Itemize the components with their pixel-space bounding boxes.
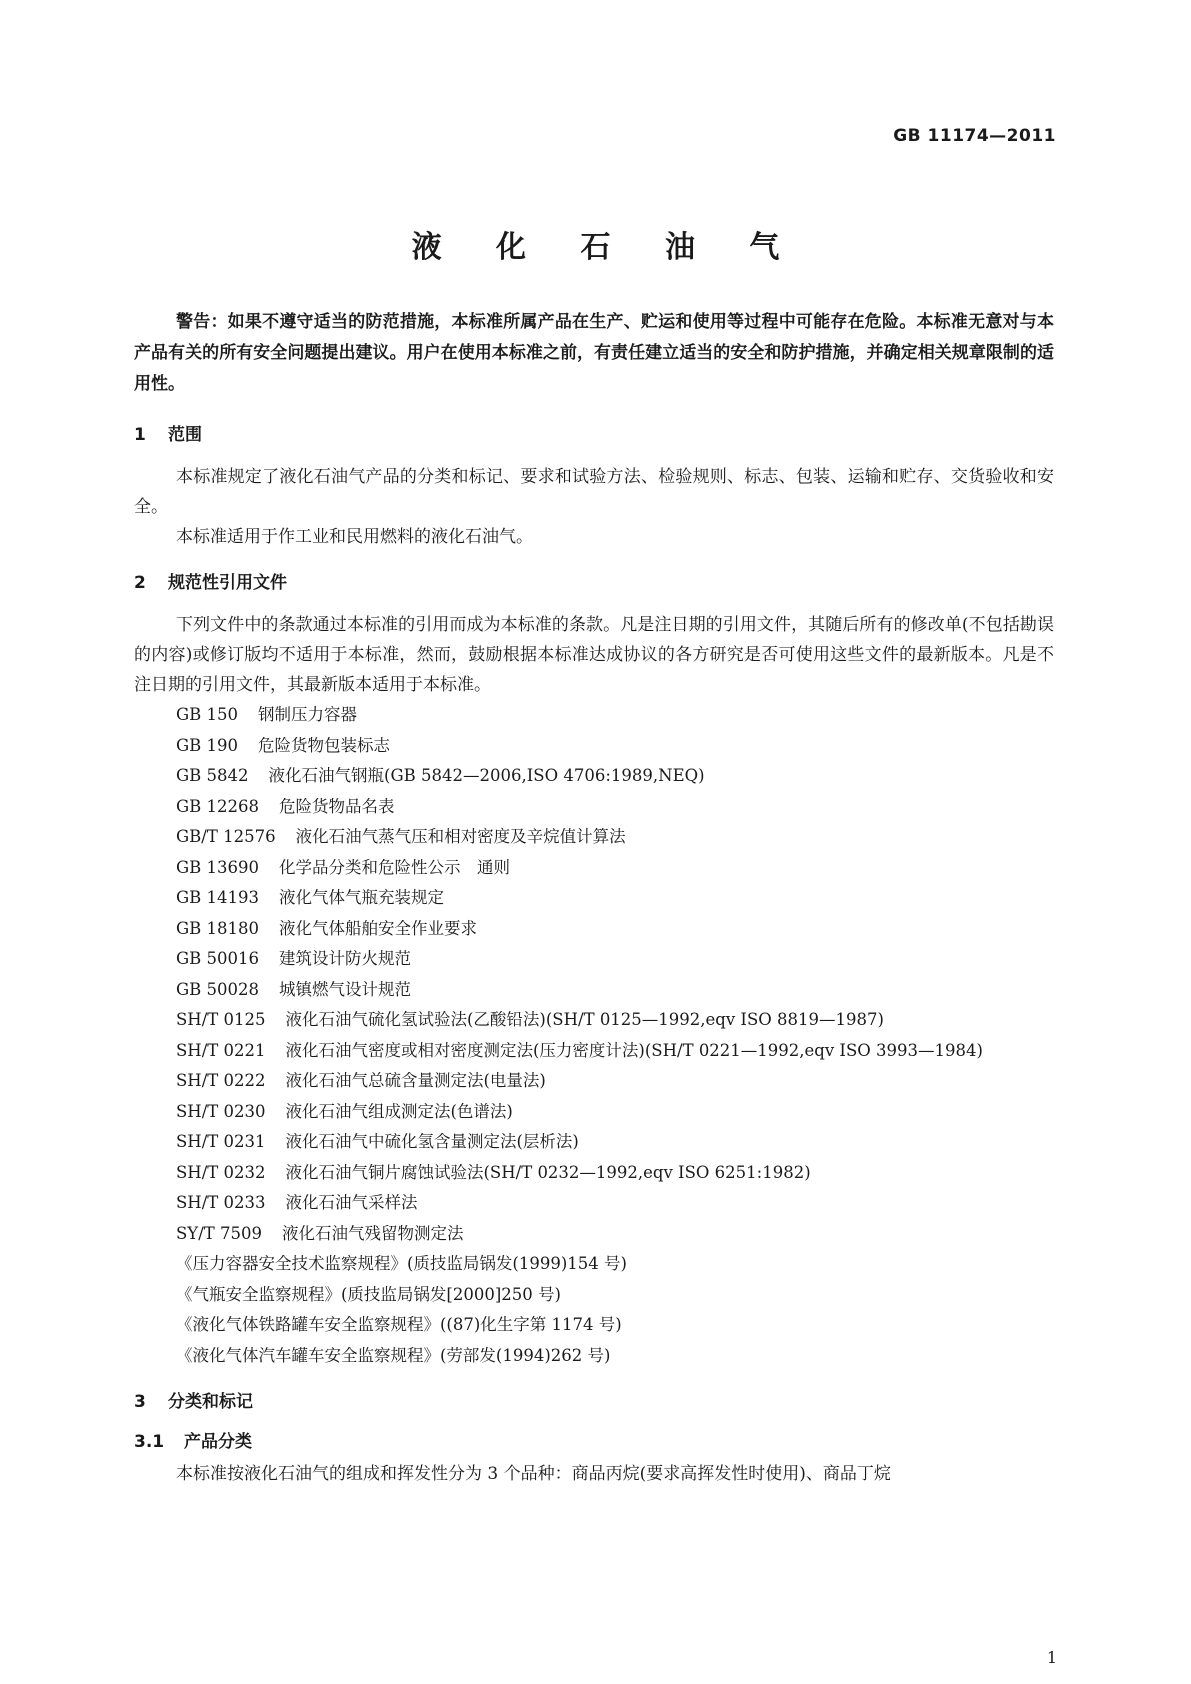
reference-code: GB 12268: [176, 796, 260, 816]
reference-title: 危险货物包装标志: [258, 735, 391, 755]
reference-code: SH/T 0222: [176, 1071, 266, 1090]
reference-item: [134, 1127, 1054, 1158]
regulation-item: [134, 1310, 1054, 1341]
reference-item: [134, 1066, 1054, 1097]
reference-code: GB 13690: [176, 857, 260, 877]
reference-code: SH/T 0221: [176, 1040, 266, 1060]
section-title: 范围: [168, 425, 202, 445]
regulation-item: [134, 1341, 1054, 1372]
section-title: 规范性引用文件: [168, 573, 287, 593]
section-2-intro: 下列文件中的条款通过本标准的引用而成为本标准的条款。凡是注日期的引用文件，其随后所有的修改单(不包括勘误的内容)或修订版均不适用于本标准，然而，鼓励根据本标准达成协议的各方研究是否可使用这些文件的最新版本。凡是不注日期的引用文件，其最新版本适用于本标准。: [134, 615, 1054, 695]
reference-code: GB 5842: [176, 766, 249, 785]
subsection-title: 产品分类: [184, 1432, 252, 1452]
reference-code: SH/T 0125: [176, 1010, 266, 1029]
section-1-paragraph: 本标准规定了液化石油气产品的分类和标记、要求和试验方法、检验规则、标志、包装、运输和贮存、交货验收和安全。: [134, 467, 1054, 517]
section-number: 1: [134, 425, 146, 445]
section-title: 分类和标记: [168, 1392, 253, 1412]
reference-title: 液化石油气钢瓶(GB 5842—2006,ISO 4706:1989,NEQ): [268, 766, 705, 785]
reference-title: 液化气体船舶安全作业要求: [279, 918, 478, 938]
reference-item: [134, 761, 1054, 792]
reference-title: 钢制压力容器: [258, 705, 358, 724]
reference-title: 《气瓶安全监察规程》(质技监局锅发[2000]250 号): [176, 1284, 561, 1304]
section-1-heading: [134, 422, 1054, 448]
regulation-item: [134, 1249, 1054, 1280]
reference-title: 液化石油气铜片腐蚀试验法(SH/T 0232—1992,eqv ISO 6251:1982): [285, 1162, 811, 1182]
regulation-item: [134, 1280, 1054, 1311]
reference-title: 液化石油气总硫含量测定法(电量法): [285, 1071, 546, 1090]
reference-item: [134, 944, 1054, 975]
reference-title: 液化石油气硫化氢试验法(乙酸铅法)(SH/T 0125—1992,eqv ISO 8819—1987): [285, 1010, 884, 1029]
reference-item: [134, 914, 1054, 945]
section-3-heading: [134, 1389, 1054, 1415]
reference-title: 《压力容器安全技术监察规程》(质技监局锅发(1999)154 号): [176, 1254, 627, 1273]
reference-title: 《液化气体铁路罐车安全监察规程》((87)化生字第 1174 号): [176, 1315, 622, 1334]
reference-list: [134, 700, 1054, 1371]
reference-code: GB 18180: [176, 918, 260, 938]
standard-number: GB 11174—2011: [893, 126, 1056, 146]
reference-title: 液化石油气密度或相对密度测定法(压力密度计法)(SH/T 0221—1992,eqv ISO 3993—1984): [285, 1040, 983, 1060]
reference-item: [134, 1219, 1054, 1250]
reference-title: 液化石油气采样法: [285, 1193, 418, 1212]
reference-code: SH/T 0233: [176, 1193, 266, 1212]
document-title: 液 化 石 油 气: [411, 230, 802, 265]
reference-code: GB 50028: [176, 979, 260, 999]
reference-item: [134, 731, 1054, 762]
reference-code: GB 150: [176, 705, 239, 724]
reference-title: 液化石油气中硫化氢含量测定法(层析法): [285, 1132, 579, 1151]
section-number: 2: [134, 573, 146, 593]
reference-code: GB 14193: [176, 888, 260, 907]
subsection-3-1-heading: [134, 1429, 1054, 1455]
reference-title: 城镇燃气设计规范: [279, 979, 412, 999]
reference-title: 液化石油气蒸气压和相对密度及辛烷值计算法: [295, 827, 626, 846]
reference-title: 液化石油气组成测定法(色谱法): [285, 1101, 513, 1121]
reference-code: SY/T 7509: [176, 1223, 262, 1243]
page-number: 1: [1046, 1648, 1057, 1667]
reference-item: [134, 700, 1054, 731]
reference-title: 化学品分类和危险性公示 通则: [279, 857, 511, 877]
reference-item: [134, 975, 1054, 1006]
reference-item: [134, 1097, 1054, 1128]
reference-item: [134, 1188, 1054, 1219]
reference-title: 液化气体气瓶充装规定: [279, 888, 445, 907]
reference-code: SH/T 0232: [176, 1162, 266, 1182]
subsection-3-1-paragraph: 本标准按液化石油气的组成和挥发性分为 3 个品种：商品丙烷(要求高挥发性时使用)、商品丁烷: [176, 1464, 891, 1484]
reference-title: 《液化气体汽车罐车安全监察规程》(劳部发(1994)262 号): [176, 1345, 611, 1365]
subsection-number: 3.1: [134, 1432, 165, 1452]
reference-title: 危险货物品名表: [279, 796, 395, 816]
reference-code: GB/T 12576: [176, 827, 276, 846]
warning-paragraph: 警告：如果不遵守适当的防范措施，本标准所属产品在生产、贮运和使用等过程中可能存在危险。本标准无意对与本产品有关的所有安全问题提出建议。用户在使用本标准之前，有责任建立适当的安全和防护措施，并确定相关规章限制的适用性。: [134, 312, 1054, 394]
reference-code: GB 190: [176, 735, 239, 755]
reference-item: [134, 822, 1054, 853]
section-2-heading: [134, 570, 1054, 596]
document-body: [134, 307, 1054, 1489]
reference-code: GB 50016: [176, 949, 260, 968]
reference-item: [134, 853, 1054, 884]
reference-code: SH/T 0230: [176, 1101, 266, 1121]
reference-code: SH/T 0231: [176, 1132, 266, 1151]
reference-item: [134, 792, 1054, 823]
reference-item: [134, 1036, 1054, 1067]
reference-title: 建筑设计防火规范: [279, 949, 412, 968]
reference-item: [134, 1005, 1054, 1036]
reference-title: 液化石油气残留物测定法: [282, 1223, 464, 1243]
section-1-paragraph: 本标准适用于作工业和民用燃料的液化石油气。: [176, 527, 533, 547]
section-number: 3: [134, 1392, 146, 1412]
reference-item: [134, 883, 1054, 914]
reference-item: [134, 1158, 1054, 1189]
